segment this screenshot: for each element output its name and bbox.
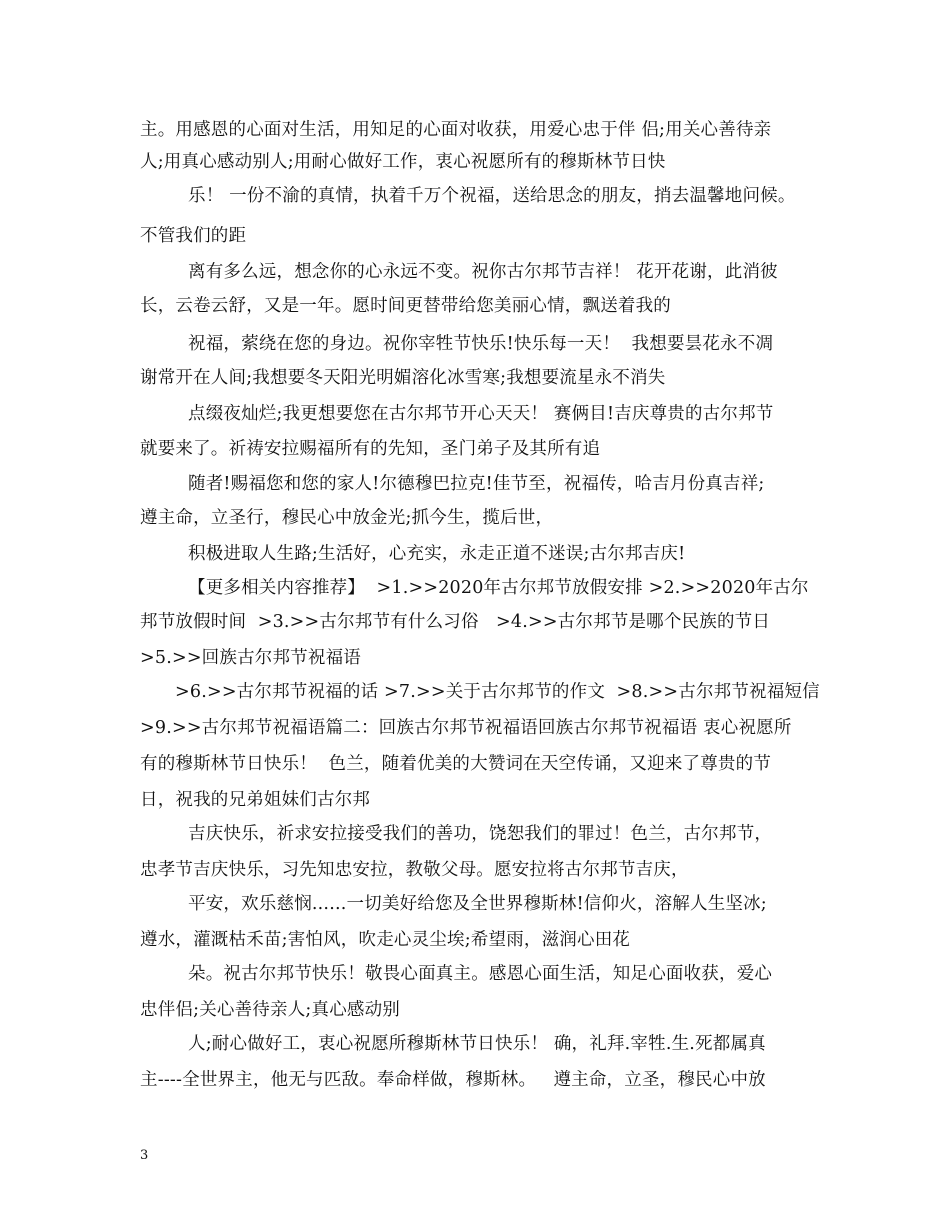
body-text-line: 吉庆快乐，祈求安拉接受我们的善功，饶恕我们的罪过！色兰，古尔邦节，: [188, 824, 773, 844]
body-text-line: 忠孝节吉庆快乐，习先知忠安拉，教敬父母。愿安拉将古尔邦节吉庆，: [140, 860, 689, 880]
body-text-line: 日，祝我的兄弟姐妹们古尔邦: [140, 790, 371, 810]
body-text-line: 朵。祝古尔邦节快乐！敬畏心面真主。感恩心面生活，知足心面收获，爱心: [188, 964, 773, 984]
recommendation-line: >6.>>古尔邦节祝福的话 >7.>>关于古尔邦节的作文 >8.>>古尔邦节祝福短信: [175, 682, 820, 702]
body-text-line: 谢常开在人间;我想要冬天阳光明媚溶化冰雪寒;我想要流星永不消失: [140, 368, 666, 388]
body-text-line: 有的穆斯林节日快乐！ 色兰，随着优美的大赞词在天空传诵，又迎来了尊贵的节: [140, 754, 772, 774]
body-text-line: 就要来了。祈祷安拉赐福所有的先知，圣门弟子及其所有追: [140, 439, 601, 459]
body-text-line: 不管我们的距: [140, 226, 247, 246]
body-text-line: 人;耐心做好工，衷心祝愿所穆斯林节日快乐！ 确，礼拜.宰牲.生.死都属真: [188, 1034, 766, 1054]
body-text-line: 遵水，灌溉枯禾苗;害怕风，吹走心灵尘埃;希望雨，滋润心田花: [140, 930, 631, 950]
recommendation-line: >9.>>古尔邦节祝福语篇二：回族古尔邦节祝福语回族古尔邦节祝福语 衷心祝愿所: [140, 718, 792, 738]
body-text-line: 积极进取人生路;生活好，心充实，永走正道不迷误;古尔邦吉庆!: [188, 544, 686, 564]
recommendation-line: >5.>>回族古尔邦节祝福语: [140, 648, 361, 668]
body-text-line: 离有多么远，想念你的心永远不变。祝你古尔邦节吉祥！ 花开花谢，此消彼: [188, 262, 778, 282]
body-text-line: 遵主命，立圣行，穆民心中放金光;抓今生，揽后世，: [140, 508, 554, 528]
recommendation-line: 邦节放假时间 >3.>>古尔邦节有什么习俗 >4.>>古尔邦节是哪个民族的节日: [140, 612, 771, 632]
body-text-line: 祝福，萦绕在您的身边。祝你宰牲节快乐!快乐每一天！ 我想要昙花永不凋: [188, 334, 774, 354]
body-text-line: 长，云卷云舒，又是一年。愿时间更替带给您美丽心情，飘送着我的: [140, 296, 671, 316]
body-text-line: 平安，欢乐慈悯......一切美好给您及全世界穆斯林!信仰火，溶解人生坚冰;: [188, 894, 767, 914]
body-text-line: 主。用感恩的心面对生活，用知足的心面对收获，用爱心忠于伴 侣;用关心善待亲: [140, 120, 772, 140]
body-text-line: 随者!赐福您和您的家人!尔德穆巴拉克!佳节至，祝福传，哈吉月份真吉祥;: [188, 474, 765, 494]
body-text-line: 乐！ 一份不渝的真情，执着千万个祝福，送给思念的朋友，捎去温馨地问候。: [188, 186, 796, 206]
page-number: 3: [140, 1148, 149, 1163]
body-text-line: 主----全世界主，他无与匹敌。奉命样做，穆斯林。 遵主命，立圣，穆民心中放: [140, 1070, 766, 1090]
body-text-line: 人;用真心感动别人;用耐心做好工作，衷心祝愿所有的穆斯林节日快: [140, 152, 666, 172]
body-text-line: 点缀夜灿烂;我更想要您在古尔邦节开心天天！ 赛俩目!吉庆尊贵的古尔邦节: [188, 404, 774, 424]
body-text-line: 忠伴侣;关心善待亲人;真心感动别: [140, 1000, 400, 1020]
recommendation-line: 【更多相关内容推荐】 >1.>>2020年古尔邦节放假安排 >2.>>2020年古尔: [188, 578, 809, 598]
